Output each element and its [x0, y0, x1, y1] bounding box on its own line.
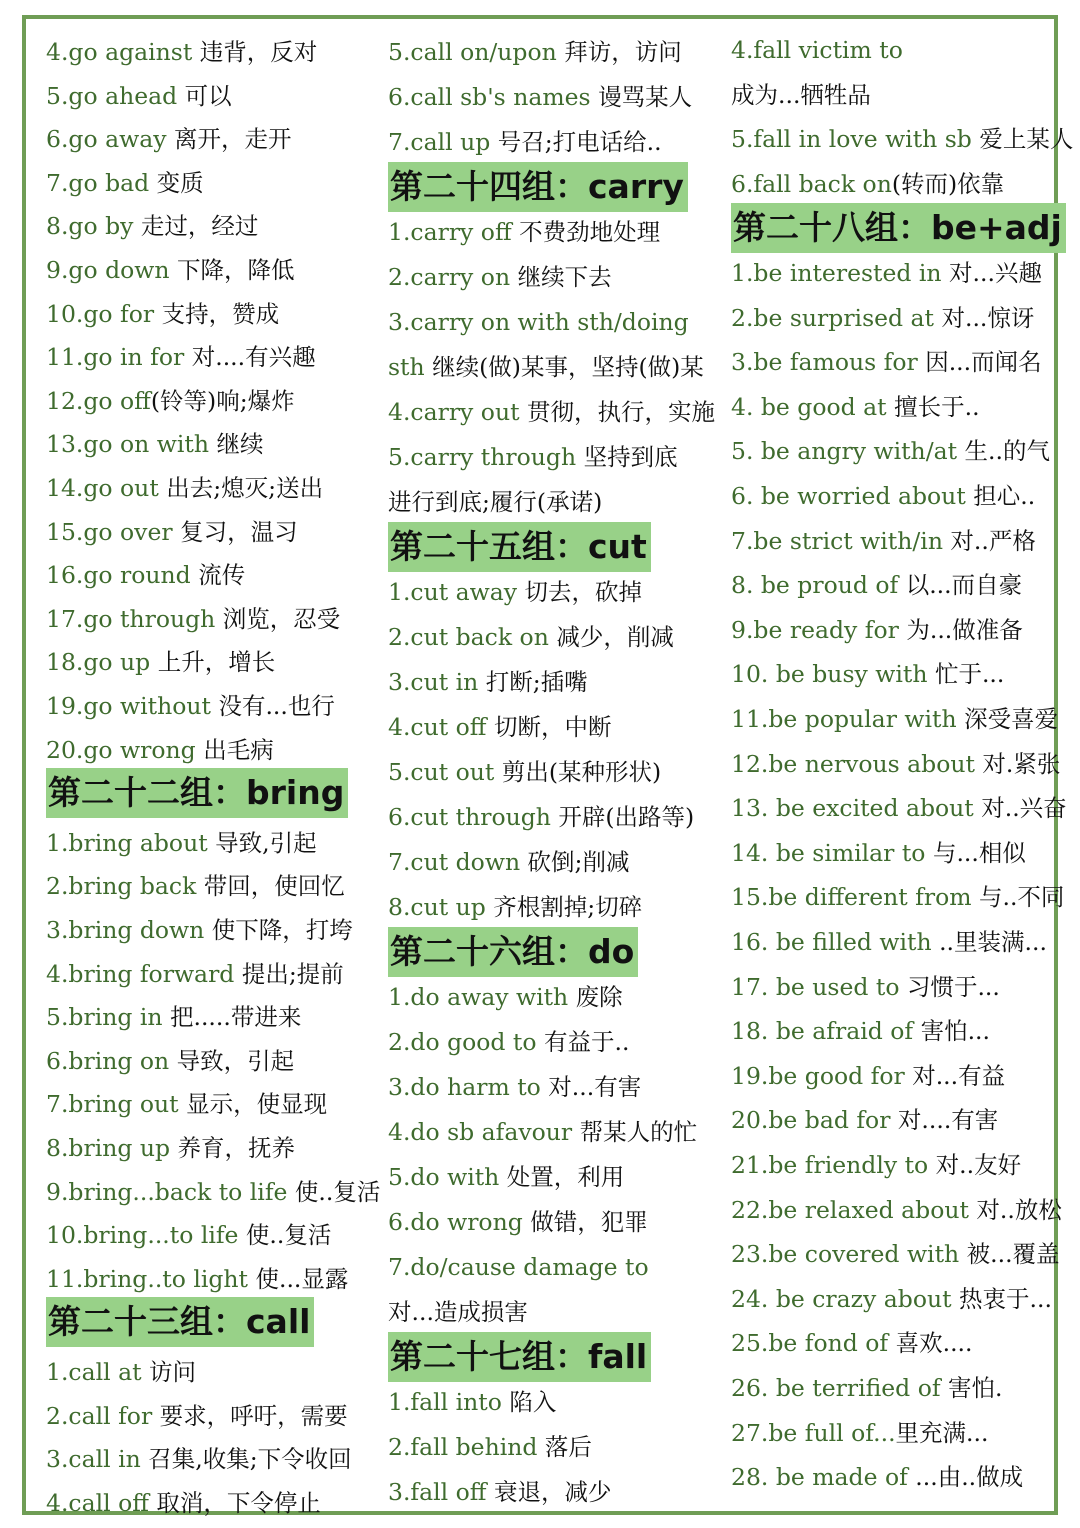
phrase-meaning: 可以: [177, 81, 232, 110]
phrase-english: 1.cut away: [388, 578, 518, 606]
phrase-entry: [46, 1352, 196, 1392]
phrase-entry: [388, 302, 689, 342]
phrase-meaning: 要求，呼吁，需要: [152, 1401, 348, 1430]
phrase-english: 14.go out: [46, 474, 159, 502]
phrase-entry: [46, 1259, 348, 1299]
phrase-entry: [388, 1112, 697, 1152]
phrase-entry: [731, 1279, 1052, 1319]
phrase-english: 20.be bad for: [731, 1106, 891, 1135]
phrase-meaning: 显示，使显现: [178, 1090, 328, 1119]
phrase-english: 2.do good to: [388, 1028, 537, 1056]
phrase-meaning: ..里装满...: [931, 928, 1047, 956]
phrase-entry: [46, 599, 340, 639]
phrase-entry: [388, 1472, 611, 1512]
phrase-english: 1.fall into: [388, 1388, 502, 1416]
phrase-entry: [388, 1022, 629, 1062]
phrase-meaning: (转而)依靠: [891, 169, 1005, 198]
phrase-meaning: 废除: [568, 983, 623, 1011]
phrase-meaning: 被...覆盖: [959, 1240, 1060, 1269]
phrase-meaning: 对....有兴趣: [184, 343, 316, 372]
phrase-entry: [731, 877, 1064, 917]
phrase-english: 13. be excited about: [731, 794, 974, 823]
phrase-english: 12.go off: [46, 386, 151, 415]
phrase-meaning: 进行到底;履行(承诺): [388, 488, 603, 516]
phrase-english: 16.go round: [46, 561, 191, 590]
phrase-english: 1.be interested in: [731, 259, 942, 287]
phrase-meaning: 离开，走开: [166, 125, 292, 154]
phrase-meaning: 剪出(某种形状): [494, 758, 662, 786]
phrase-english: 10. be busy with: [731, 660, 928, 689]
phrase-meaning: 减少，削减: [548, 623, 674, 651]
phrase-entry: [388, 77, 692, 117]
phrase-meaning: 喜欢....: [888, 1329, 973, 1358]
phrase-meaning: 习惯于...: [899, 972, 1000, 1001]
phrase-english: 11.bring..to light: [46, 1264, 248, 1293]
phrase-english: 4.bring forward: [46, 959, 235, 988]
phrase-meaning: 出毛病: [195, 735, 274, 764]
phrase-entry: [46, 32, 317, 72]
phrase-entry: [731, 253, 1042, 293]
phrase-english: 18.go up: [46, 648, 151, 677]
phrase-english: 8.go by: [46, 212, 134, 241]
phrase-meaning: 把.....带进来: [162, 1003, 302, 1032]
phrase-english: 7.cut down: [388, 848, 521, 876]
phrase-english: 2.bring back: [46, 872, 197, 901]
phrase-meaning: 对..放松: [968, 1195, 1062, 1224]
phrase-english: 3.call in: [46, 1445, 141, 1474]
phrase-entry: [731, 1413, 988, 1453]
phrase-meaning: 对..兴奋: [973, 794, 1067, 823]
section-header: 第二十五组：cut: [388, 522, 651, 572]
phrase-meaning: 复习，温习: [172, 517, 298, 546]
phrase-entry: [388, 1202, 648, 1242]
phrase-english: 8. be proud of: [731, 571, 899, 600]
phrase-meaning: 齐根割掉;切碎: [485, 893, 643, 921]
phrase-english: 1.bring about: [46, 828, 208, 857]
phrase-english: 19.be good for: [731, 1061, 905, 1090]
phrase-entry: [731, 521, 1036, 561]
phrase-english: 28. be made of: [731, 1463, 908, 1492]
phrase-english: 8.bring up: [46, 1134, 171, 1162]
phrase-meaning: 不费劲地处理: [511, 218, 661, 246]
phrase-entry: [388, 1427, 592, 1467]
section-header: 第二十四组：carry: [388, 162, 688, 212]
phrase-english: 2.carry on: [388, 263, 511, 291]
phrase-meaning: 害怕...: [913, 1017, 990, 1046]
phrase-entry: [388, 1292, 528, 1332]
phrase-meaning: 贯彻，执行，实施: [519, 398, 716, 426]
phrase-english: 21.be friendly to: [731, 1151, 929, 1179]
phrase-entry: [46, 910, 353, 950]
phrase-entry: [388, 887, 642, 927]
phrase-meaning: 因...而闻名: [917, 348, 1042, 377]
phrase-english: 7.be strict with/in: [731, 526, 943, 555]
phrase-english: 17.go through: [46, 604, 216, 633]
phrase-entry: [731, 1011, 990, 1051]
phrase-english: 18. be afraid of: [731, 1017, 914, 1046]
phrase-entry: [46, 294, 279, 334]
phrase-meaning: 有益于..: [536, 1028, 630, 1056]
phrase-entry: [46, 250, 295, 290]
phrase-english: 17. be used to: [731, 972, 900, 1001]
phrase-meaning: 砍倒;削减: [520, 848, 630, 876]
phrase-english: 20.go wrong: [46, 735, 196, 764]
phrase-english: 13.go on with: [46, 430, 209, 459]
phrase-entry: [46, 1084, 327, 1124]
phrase-entry: [46, 730, 274, 770]
phrase-english: 4. be good at: [731, 392, 887, 421]
phrase-entry: [731, 476, 1035, 516]
phrase-english: 8.cut up: [388, 893, 486, 921]
phrase-meaning: 对..友好: [928, 1151, 1022, 1179]
phrase-english: 26. be terrified of: [731, 1374, 941, 1402]
phrase-meaning: 对....有害: [890, 1106, 999, 1135]
phrase-english: 7.bring out: [46, 1090, 179, 1119]
phrase-entry: [46, 555, 245, 595]
phrase-entry: [46, 206, 258, 246]
phrase-entry: [731, 788, 1067, 828]
phrase-entry: [46, 163, 204, 203]
phrase-entry: [46, 866, 345, 906]
phrase-meaning: 流传: [190, 561, 246, 590]
phrase-entry: [731, 1368, 1003, 1408]
phrase-english: 2.call for: [46, 1401, 153, 1430]
phrase-meaning: 对...造成损害: [388, 1298, 528, 1326]
phrase-english: 2.be surprised at: [731, 303, 934, 332]
phrase-english: 3.fall off: [388, 1478, 487, 1506]
phrase-meaning: 继续下去: [510, 263, 612, 291]
phrase-english: 6.bring on: [46, 1046, 170, 1075]
phrase-entry: [46, 1172, 380, 1212]
phrase-meaning: 以...而自豪: [898, 571, 1023, 600]
phrase-english: 4.cut off: [388, 713, 487, 741]
phrase-english: 5.do with: [388, 1163, 500, 1191]
phrase-meaning: 访问: [141, 1358, 197, 1386]
phrase-english: sth: [388, 353, 425, 381]
phrase-meaning: 处置，利用: [499, 1163, 625, 1191]
phrase-entry: [388, 662, 588, 702]
phrase-english: 9.go down: [46, 256, 170, 284]
phrase-english: 11.be popular with: [731, 705, 957, 733]
phrase-english: 4.carry out: [388, 398, 520, 426]
phrase-entry: [388, 1247, 649, 1287]
phrase-meaning: (铃等)响;爆炸: [150, 386, 295, 415]
phrase-meaning: 为...做准备: [898, 615, 1023, 644]
phrase-entry: [46, 1439, 352, 1479]
phrase-english: 4.do sb afavour: [388, 1118, 573, 1146]
phrase-meaning: 浏览，忍受: [215, 604, 341, 633]
phrase-english: 1.call at: [46, 1358, 142, 1386]
phrase-english: 15.go over: [46, 517, 173, 546]
phrase-meaning: 带回，使回忆: [196, 872, 345, 901]
phrase-meaning: 做错，犯罪: [522, 1208, 648, 1236]
phrase-english: 5.bring in: [46, 1003, 163, 1032]
phrase-entry: [46, 381, 295, 421]
phrase-meaning: 提出;提前: [234, 959, 344, 988]
phrase-english: 11.go in for: [46, 343, 185, 372]
phrase-english: 4.call off: [46, 1488, 149, 1517]
phrase-entry: [731, 1056, 1005, 1096]
phrase-entry: [388, 572, 642, 612]
phrase-entry: [46, 1041, 294, 1081]
phrase-english: 4.go against: [46, 38, 193, 66]
section-header: 第二十八组：be+adj: [731, 203, 1066, 253]
phrase-entry: [388, 437, 678, 477]
phrase-meaning: 没有...也行: [210, 692, 335, 720]
phrase-entry: [46, 1215, 331, 1255]
phrase-english: 22.be relaxed about: [731, 1195, 969, 1224]
phrase-meaning: 成为...牺牲品: [731, 80, 871, 109]
phrase-entry: [46, 512, 298, 552]
phrase-english: 3.bring down: [46, 916, 205, 944]
phrase-english: 1.carry off: [388, 218, 512, 246]
phrase-meaning: 使下降，打垮: [204, 916, 353, 944]
phrase-english: 3.do harm to: [388, 1073, 541, 1101]
phrase-entry: [731, 1100, 998, 1140]
phrase-entry: [731, 431, 1050, 471]
phrase-entry: [388, 842, 629, 882]
phrase-english: 5.cut out: [388, 758, 495, 786]
phrase-english: 15.be different from: [731, 883, 972, 912]
phrase-entry: [388, 482, 602, 522]
phrase-meaning: 与..不同: [971, 883, 1065, 912]
phrase-meaning: 里充满...: [895, 1418, 989, 1447]
phrase-meaning: 导致，引起: [169, 1046, 295, 1075]
phrase-english: 6.do wrong: [388, 1208, 523, 1236]
phrase-entry: [731, 744, 1060, 784]
phrase-entry: [731, 30, 903, 70]
phrase-entry: [388, 32, 682, 72]
phrase-entry: [731, 1234, 1060, 1274]
phrase-entry: [46, 686, 335, 726]
phrase-entry: [388, 392, 715, 432]
phrase-meaning: 违背，反对: [192, 38, 318, 66]
phrase-entry: [46, 1128, 295, 1168]
phrase-entry: [731, 1457, 1023, 1497]
phrase-english: 7.do/cause damage to: [388, 1253, 649, 1281]
phrase-english: 9.bring...back to life: [46, 1177, 288, 1206]
phrase-meaning: 爱上某人: [971, 125, 1074, 154]
phrase-entry: [388, 1157, 624, 1197]
phrase-meaning: 出去;熄灭;送出: [158, 474, 324, 502]
phrase-entry: [731, 833, 1026, 873]
phrase-meaning: 生..的气: [957, 437, 1050, 466]
phrase-english: 3.cut in: [388, 668, 479, 696]
phrase-english: 2.fall behind: [388, 1433, 538, 1461]
phrase-meaning: 落后: [537, 1433, 592, 1461]
phrase-entry: [731, 1145, 1021, 1185]
phrase-entry: [731, 699, 1058, 739]
phrase-entry: [731, 967, 1000, 1007]
phrase-english: 3.be famous for: [731, 348, 918, 377]
phrase-english: 1.do away with: [388, 983, 569, 1011]
phrase-entry: [731, 164, 1004, 204]
phrase-english: 5.call on/upon: [388, 38, 557, 66]
phrase-meaning: 坚持到底: [576, 443, 678, 471]
phrase-english: 2.cut back on: [388, 623, 549, 651]
phrase-english: 6.go away: [46, 125, 167, 154]
phrase-meaning: 陷入: [501, 1388, 557, 1416]
phrase-meaning: 使..复活: [287, 1177, 381, 1206]
phrase-meaning: 帮某人的忙: [572, 1118, 698, 1146]
phrase-english: 6.fall back on: [731, 169, 892, 198]
phrase-meaning: 深受喜爱: [956, 705, 1059, 733]
phrase-entry: [731, 1190, 1062, 1230]
phrase-entry: [388, 122, 662, 162]
phrase-meaning: 拜访，访问: [556, 38, 682, 66]
section-header: 第二十二组：bring: [46, 768, 348, 818]
phrase-meaning: 开辟(出路等): [550, 803, 695, 831]
phrase-entry: [731, 565, 1022, 605]
phrase-english: 10.go for: [46, 299, 155, 328]
phrase-english: 14. be similar to: [731, 838, 926, 867]
phrase-meaning: 切去，砍掉: [517, 578, 643, 606]
phrase-meaning: 对...有益: [904, 1061, 1006, 1090]
phrase-entry: [46, 119, 291, 159]
phrase-english: 27.be full of...: [731, 1418, 896, 1447]
phrase-english: 24. be crazy about: [731, 1284, 952, 1313]
phrase-english: 7.go bad: [46, 168, 150, 197]
phrase-english: 12.be nervous about: [731, 749, 975, 778]
phrase-meaning: 号召;打电话给..: [490, 128, 662, 156]
phrase-meaning: 取消，下令停止: [148, 1488, 321, 1517]
phrase-meaning: 对.紧张: [974, 749, 1061, 778]
phrase-meaning: 支持，赞成: [154, 299, 280, 328]
phrase-meaning: 与...相似: [925, 838, 1026, 867]
phrase-meaning: 忙于...: [927, 660, 1005, 689]
phrase-entry: [46, 1483, 321, 1523]
phrase-meaning: 使..复活: [238, 1221, 332, 1250]
phrase-meaning: 担心..: [965, 482, 1036, 510]
phrase-english: 23.be covered with: [731, 1240, 960, 1269]
phrase-entry: [388, 707, 611, 747]
phrase-entry: [731, 922, 1047, 962]
phrase-entry: [731, 387, 980, 427]
section-header: 第二十三组：call: [46, 1297, 314, 1347]
phrase-english: 6.call sb's names: [388, 83, 591, 111]
phrase-meaning: 下降，降低: [169, 256, 295, 284]
phrase-entry: [46, 76, 232, 116]
phrase-entry: [388, 797, 694, 837]
phrase-meaning: 对..严格: [942, 526, 1036, 555]
phrase-meaning: 使...显露: [248, 1264, 349, 1293]
phrase-meaning: 热衷于...: [951, 1284, 1052, 1313]
phrase-entry: [388, 347, 704, 387]
phrase-meaning: 害怕.: [940, 1374, 1003, 1402]
phrase-entry: [388, 257, 612, 297]
phrase-entry: [731, 298, 1034, 338]
phrase-entry: [388, 977, 623, 1017]
phrase-english: 4.fall victim to: [731, 36, 903, 64]
phrase-english: 19.go without: [46, 692, 211, 720]
phrase-english: 5.go ahead: [46, 81, 178, 110]
phrase-entry: [731, 75, 871, 115]
phrase-meaning: 养育，抚养: [170, 1134, 296, 1162]
phrase-entry: [731, 610, 1023, 650]
phrase-english: 25.be fond of: [731, 1329, 889, 1358]
phrase-entry: [388, 1382, 556, 1422]
phrase-english: 6. be worried about: [731, 482, 966, 510]
phrase-meaning: 对...兴趣: [941, 259, 1042, 287]
phrase-entry: [46, 424, 263, 464]
phrase-english: 10.bring...to life: [46, 1221, 239, 1250]
phrase-meaning: 上升，增长: [150, 648, 276, 677]
section-header: 第二十六组：do: [388, 927, 638, 977]
phrase-english: 9.be ready for: [731, 615, 899, 644]
phrase-english: 5.carry through: [388, 443, 577, 471]
phrase-entry: [731, 1323, 973, 1363]
phrase-meaning: 对...惊讶: [934, 303, 1035, 332]
phrase-entry: [46, 954, 344, 994]
phrase-meaning: 导致,引起: [207, 828, 317, 857]
phrase-english: 6.cut through: [388, 803, 551, 831]
phrase-entry: [388, 1067, 641, 1107]
section-header: 第二十七组：fall: [388, 1332, 651, 1382]
phrase-entry: [46, 823, 317, 863]
phrase-meaning: 对...有害: [540, 1073, 642, 1101]
phrase-english: 16. be filled with: [731, 928, 932, 956]
phrase-meaning: 变质: [149, 168, 204, 197]
phrase-meaning: 谩骂某人: [590, 83, 693, 111]
phrase-english: 3.carry on with sth/doing: [388, 308, 689, 336]
phrase-entry: [388, 212, 660, 252]
phrase-entry: [46, 468, 323, 508]
phrase-entry: [388, 752, 661, 792]
phrase-english: 7.call up: [388, 128, 491, 156]
phrase-entry: [46, 642, 275, 682]
phrase-entry: [731, 654, 1004, 694]
phrase-entry: [46, 997, 301, 1037]
phrase-meaning: 擅长于..: [886, 392, 980, 421]
phrase-english: 5. be angry with/at: [731, 437, 958, 466]
phrase-meaning: 召集,收集;下令收回: [140, 1445, 352, 1474]
phrase-entry: [388, 617, 674, 657]
phrase-entry: [46, 337, 316, 377]
phrase-meaning: 继续(做)某事，坚持(做)某: [424, 353, 704, 381]
phrase-entry: [46, 1396, 348, 1436]
phrase-entry: [731, 119, 1073, 159]
phrase-meaning: ...由..做成: [907, 1463, 1024, 1492]
phrase-meaning: 继续: [209, 430, 264, 459]
phrase-meaning: 打断;插嘴: [478, 668, 588, 696]
phrase-meaning: 走过，经过: [133, 212, 259, 241]
phrase-entry: [731, 342, 1042, 382]
phrase-meaning: 衰退，减少: [486, 1478, 612, 1506]
phrase-meaning: 切断，中断: [486, 713, 612, 741]
phrase-english: 5.fall in love with sb: [731, 125, 972, 154]
